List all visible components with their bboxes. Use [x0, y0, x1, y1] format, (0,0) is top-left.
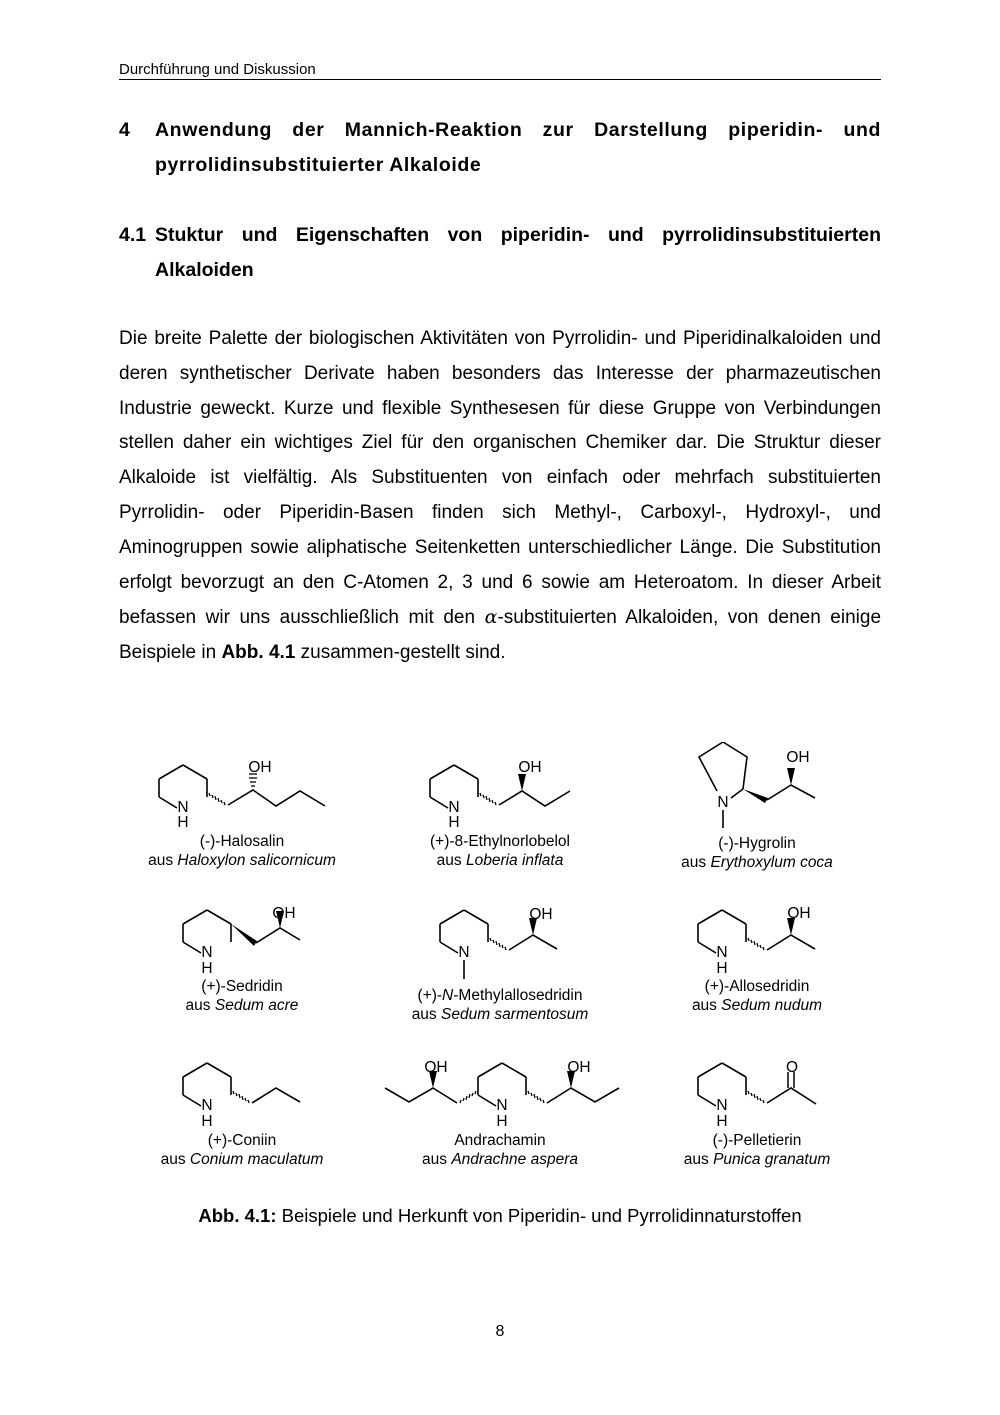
atom-label: N: [717, 794, 729, 811]
compound-aus: aus: [691, 997, 717, 1014]
atom-label: N: [496, 1097, 508, 1114]
structures-drawing: [119, 742, 881, 1182]
paragraph-tail: -substituierten Alkaloiden, von denen einige Beispiele in: [119, 607, 882, 664]
alpha-symbol: α: [484, 606, 498, 629]
compound-source: Loberia inflata: [465, 852, 564, 869]
compound-name-italic: N: [442, 987, 454, 1004]
compound-name: (+)-8-Ethylnorlobelol: [430, 833, 570, 850]
atom-label: H: [448, 814, 460, 831]
compound-name: (+)-Coniin: [207, 1132, 277, 1149]
atom-label: OH: [424, 1059, 448, 1076]
running-header: Durchführung und Diskussion: [119, 61, 881, 80]
section-heading: [119, 113, 881, 183]
paragraph-main: Die breite Palette der biologischen Aktivitäten von Pyrrolidin- und Piperidinalkaloiden und deren synthetischer Derivate haben besonders das Interesse der pharmazeutischen Industrie geweckt. Kurze und flexible Synthesesen für diese Gruppe von Verbindungen stellen daher ein wichtiges Ziel für den organischen Chemiker dar. Die Struktur dieser Alkaloide ist vielfältig. Als Substituenten von einfach oder mehrfach substituierten Pyrrolidin- oder Piperidin-Basen finden sich Methyl-, Carboxyl-, Hydroxyl-, und Aminogruppen sowie aliphatische Seitenketten unterschiedlicher Länge. Die Substitution erfolgt bevorzugt an den C-Atomen 2, 3 und 6 sowie am Heteroatom. In dieser Arbeit befassen wir uns ausschließlich mit den: [119, 328, 881, 629]
compound-name-suffix: -Methylallosedridin: [453, 987, 583, 1004]
atom-label: N: [716, 1097, 728, 1114]
compound-caption: [657, 977, 857, 1015]
compound-aus: aus: [160, 1151, 186, 1168]
alkaloid-structures-figure: [119, 742, 881, 1182]
paragraph-end: zusammen-gestellt sind.: [300, 642, 506, 664]
atom-label: OH: [787, 905, 811, 922]
structure-hygrolin: [699, 742, 815, 828]
compound-aus: aus: [681, 854, 707, 871]
atom-label: N: [458, 944, 470, 961]
figure-caption: [119, 1205, 881, 1227]
structure-allosedridin: [698, 905, 815, 977]
compound-source: Haloxylon salicornicum: [177, 852, 336, 869]
compound-name-prefix: (+)-: [417, 987, 443, 1004]
compound-source: Sedum nudum: [721, 997, 823, 1014]
structure-andrachamin: [385, 1059, 619, 1130]
compound-source: Sedum sarmentosum: [441, 1006, 589, 1023]
figure-reference: Abb. 4.1: [221, 642, 296, 664]
compound-caption: [400, 832, 600, 870]
compound-aus: aus: [683, 1151, 709, 1168]
compound-aus: aus: [422, 1151, 447, 1168]
compound-name: (+)-Allosedridin: [704, 978, 810, 995]
structure-ethylnorlobelol: [430, 759, 570, 831]
atom-label: N: [448, 799, 460, 816]
atom-label: OH: [567, 1059, 591, 1076]
atom-label: OH: [786, 749, 810, 766]
structure-coniin: [183, 1063, 300, 1130]
atom-label: N: [177, 799, 189, 816]
figure-caption-text: Beispiele und Herkunft von Piperidin- und Pyrrolidinnaturstoffen: [281, 1205, 802, 1226]
atom-label: H: [496, 1113, 508, 1130]
atom-label: O: [785, 1059, 799, 1076]
compound-caption: [142, 832, 342, 870]
compound-aus: aus: [411, 1006, 437, 1023]
compound-caption: [142, 1131, 342, 1169]
compound-source: Punica granatum: [713, 1151, 831, 1168]
compound-aus: aus: [436, 852, 462, 869]
structure-sedridin: [183, 905, 300, 977]
subsection-title: Stuktur und Eigenschaften von piperidin- und pyrrolidinsubstituierten Alkaloiden: [155, 224, 881, 281]
atom-label: H: [201, 1113, 213, 1130]
compound-caption: [142, 977, 342, 1015]
compound-name: (-)-Hygrolin: [718, 835, 796, 852]
compound-source: Erythoxylum coca: [710, 854, 833, 871]
atom-label: OH: [272, 905, 296, 922]
atom-label: OH: [518, 759, 542, 776]
compound-aus: aus: [185, 997, 211, 1014]
section-title: Anwendung der Mannich-Reaktion zur Darstellung piperidin- und pyrrolidinsubstituierter Alkaloide: [155, 119, 881, 176]
compound-source: Andrachne aspera: [451, 1151, 578, 1168]
compound-name: (-)-Halosalin: [199, 833, 285, 850]
compound-name: (+)-Sedridin: [201, 978, 283, 995]
atom-label: N: [716, 944, 728, 961]
body-paragraph: [119, 322, 881, 671]
atom-label: N: [201, 944, 213, 961]
structure-halosalin: [159, 759, 325, 831]
atom-label: OH: [529, 906, 553, 923]
compound-name: Andrachamin: [454, 1132, 546, 1149]
compound-caption: [385, 986, 615, 1024]
compound-name: (-)-Pelletierin: [712, 1132, 802, 1149]
compound-source: Sedum acre: [214, 997, 299, 1014]
structure-methylallosedridin: [440, 906, 557, 979]
atom-label: H: [716, 960, 728, 977]
compound-aus: aus: [148, 852, 174, 869]
compound-caption: [400, 1131, 600, 1169]
atom-label: H: [177, 814, 189, 831]
section-number: 4: [119, 119, 130, 141]
atom-label: H: [201, 960, 213, 977]
structure-pelletierin: [698, 1059, 816, 1130]
atom-label: H: [716, 1113, 728, 1130]
subsection-number: 4.1: [119, 224, 147, 246]
atom-label: N: [201, 1097, 213, 1114]
compound-source: Conium maculatum: [189, 1151, 324, 1168]
atom-label: OH: [248, 759, 272, 776]
page-number: 8: [495, 1323, 505, 1340]
compound-caption: [657, 1131, 857, 1169]
subsection-heading: [119, 218, 881, 288]
figure-caption-label: Abb. 4.1:: [198, 1205, 277, 1226]
compound-caption: [657, 834, 857, 872]
